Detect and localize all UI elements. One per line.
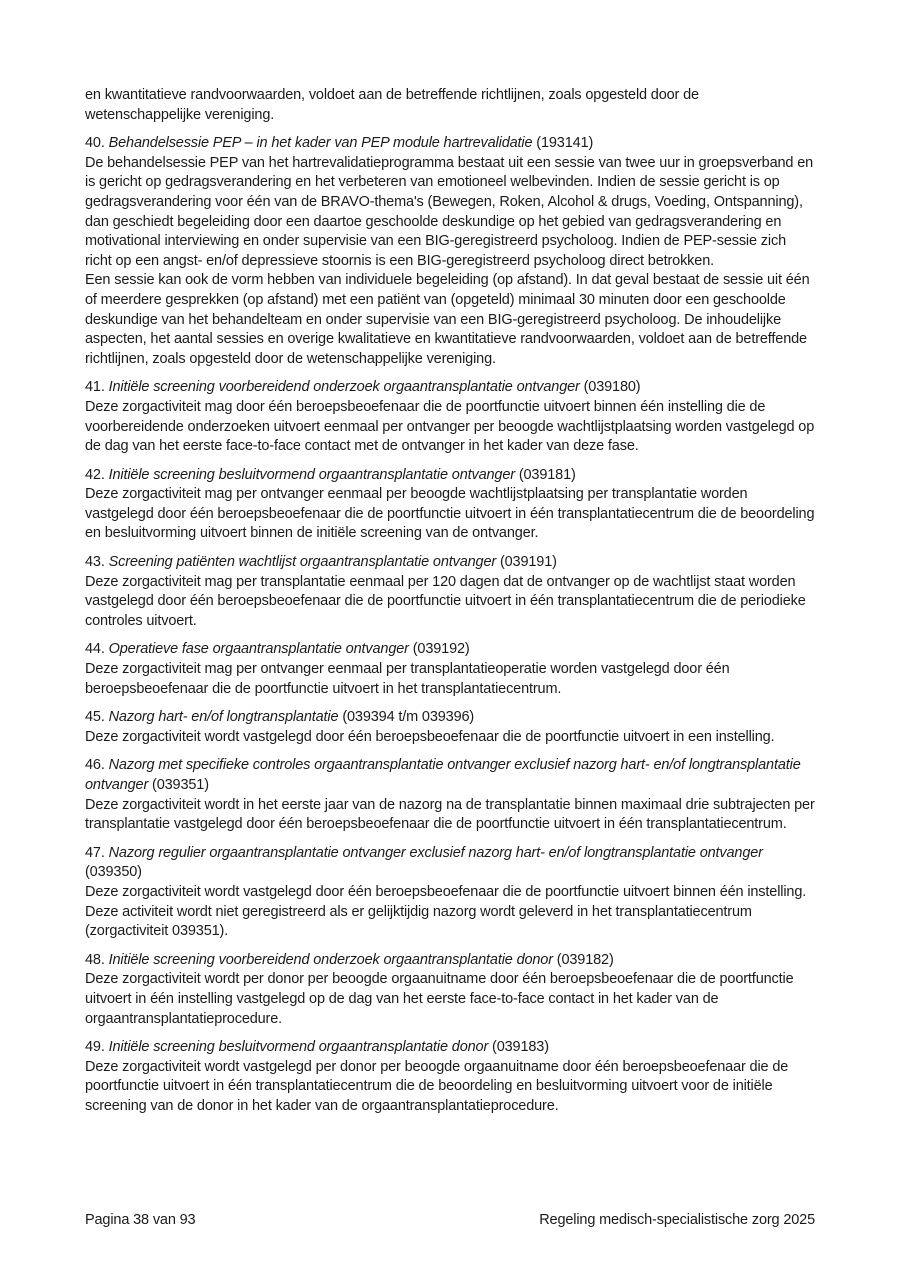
item-title: Nazorg met specifieke controles orgaantransplantatie ontvanger exclusief nazorg hart- en/of longtransplantatie ontvanger bbox=[85, 757, 801, 793]
section-item-45 bbox=[85, 708, 815, 747]
page-footer bbox=[85, 1211, 815, 1231]
page-number: Pagina 38 van 93 bbox=[85, 1212, 196, 1228]
item-title: Initiële screening besluitvormend orgaantransplantatie ontvanger bbox=[108, 466, 515, 483]
intro-paragraph: en kwantitatieve randvoorwaarden, voldoet aan de betreffende richtlijnen, zoals opgesteld door de wetenschappelijke vereniging. bbox=[85, 87, 699, 123]
section-item-42 bbox=[85, 466, 815, 544]
item-title: Initiële screening voorbereidend onderzoek orgaantransplantatie ontvanger bbox=[108, 379, 580, 396]
item-number: 45. bbox=[85, 709, 105, 726]
item-heading bbox=[85, 553, 815, 573]
document-title: Regeling medisch-specialistische zorg 2025 bbox=[539, 1212, 815, 1228]
item-code: (039183) bbox=[492, 1039, 549, 1056]
item-number: 47. bbox=[85, 844, 105, 861]
item-number: 46. bbox=[85, 757, 105, 774]
item-body: Deze zorgactiviteit wordt vastgelegd per donor per beoogde orgaanuitname door één beroepsbeoefenaar die de poortfunctie uitvoert in één transplantatiecentrum die de beoordeling en besluitvorming uitvoert voor de initiële screening van de donor in het kader van de orgaantransplantatieprocedure. bbox=[85, 1058, 789, 1114]
item-number: 48. bbox=[85, 951, 105, 968]
item-body: De behandelsessie PEP van het hartrevalidatieprogramma bestaat uit een sessie van twee uur in groepsverband en is gericht op gedragsverandering en het verbeteren van emotioneel welbevinden. Indien de sessie gericht is op gedragsverandering voor één van de BRAVO-thema's (Bewegen, Roken, Alcohol & drugs, Voeding, Ontspanning), dan geschiedt begeleiding door een daartoe geschoolde deskundige op het gebied van gedragsverandering en motivational interviewing en onder supervisie van een BIG-geregistreerd psycholoog. Indien de PEP-sessie zich richt op een angst- en/of depressieve stoornis is een BIG-geregistreerd psycholoog direct betrokken. bbox=[85, 154, 814, 269]
item-number: 43. bbox=[85, 554, 105, 571]
item-code: (039350) bbox=[85, 864, 142, 881]
item-title: Initiële screening voorbereidend onderzoek orgaantransplantatie donor bbox=[108, 951, 553, 968]
item-body: Deze zorgactiviteit mag per ontvanger eenmaal per transplantatieoperatie worden vastgelegd door één beroepsbeoefenaar die de poortfunctie uitvoert in het transplantatiecentrum. bbox=[85, 661, 730, 697]
item-heading bbox=[85, 640, 815, 660]
section-item-40 bbox=[85, 134, 815, 369]
item-body: Deze zorgactiviteit mag per ontvanger eenmaal per beoogde wachtlijstplaatsing per transplantatie worden vastgelegd door één beroepsbeoefenaar die de poortfunctie uitvoert in één transplantatiecentrum die de beoordeling en besluitvorming uitvoert binnen de initiële screening van de ontvanger. bbox=[85, 486, 815, 542]
item-number: 44. bbox=[85, 641, 105, 658]
item-body: Deze zorgactiviteit wordt per donor per beoogde orgaanuitname door één beroepsbeoefenaar die de poortfunctie uitvoert in één instelling vastgelegd op de dag van het eerste face-to-face contact in het kader van de orgaantransplantatieprocedure. bbox=[85, 971, 794, 1027]
section-item-46 bbox=[85, 756, 815, 834]
item-title: Initiële screening besluitvormend orgaantransplantatie donor bbox=[108, 1039, 489, 1056]
item-body: Deze zorgactiviteit wordt vastgelegd door één beroepsbeoefenaar die de poortfunctie uitvoert binnen één instelling. Deze activiteit wordt niet geregistreerd als er gelijktijdig nazorg wordt geleverd in het transplantatiecentrum (zorgactiviteit 039351). bbox=[85, 883, 807, 940]
item-code: (039394 t/m 039396) bbox=[342, 709, 475, 726]
section-item-48 bbox=[85, 951, 815, 1029]
item-title: Operatieve fase orgaantransplantatie ontvanger bbox=[108, 641, 409, 658]
section-item-49 bbox=[85, 1038, 815, 1116]
item-code: (039180) bbox=[583, 379, 641, 396]
item-code: (039191) bbox=[499, 554, 557, 571]
item-heading bbox=[85, 708, 815, 728]
item-code: (193141) bbox=[536, 135, 594, 152]
item-body: Deze zorgactiviteit wordt in het eerste jaar van de nazorg na de transplantatie binnen maximaal drie subtrajecten per transplantatie vastgelegd door één beroepsbeoefenaar die de poortfunctie uitvoert in één transplantatiecentrum. bbox=[85, 796, 815, 833]
item-heading bbox=[85, 378, 815, 398]
item-heading bbox=[85, 951, 815, 971]
item-heading bbox=[85, 466, 815, 486]
item-code: (039182) bbox=[556, 951, 614, 968]
item-code: (039181) bbox=[518, 466, 576, 483]
section-item-41 bbox=[85, 378, 815, 456]
item-heading bbox=[85, 134, 815, 154]
item-body: Deze zorgactiviteit mag per transplantatie eenmaal per 120 dagen dat de ontvanger op de wachtlijst staat worden vastgelegd door één beroepsbeoefenaar die de poortfunctie uitvoert in één transplantatiecentrum die de periodieke controles uitvoert. bbox=[85, 573, 806, 629]
item-body: Deze zorgactiviteit wordt vastgelegd door één beroepsbeoefenaar die de poortfunctie uitvoert in een instelling. bbox=[85, 728, 775, 745]
item-heading bbox=[85, 844, 815, 883]
item-heading bbox=[85, 756, 815, 795]
item-body: Een sessie kan ook de vorm hebben van individuele begeleiding (op afstand). In dat geval bestaat de sessie uit één of meerdere gesprekken (op afstand) met een patiënt van (opgeteld) minimaal 30 minuten door een geschoolde deskundige van het behandelteam en onder supervisie van een BIG-geregistreerd psycholoog. De inhoudelijke aspecten, het aantal sessies en overige kwalitatieve en kwantitatieve randvoorwaarden, voldoet aan de betreffende richtlijnen, zoals opgesteld door de wetenschappelijke vereniging. bbox=[85, 272, 810, 367]
section-item-47 bbox=[85, 844, 815, 942]
item-title: Behandelsessie PEP – in het kader van PEP module hartrevalidatie bbox=[108, 135, 533, 152]
item-title: Nazorg hart- en/of longtransplantatie bbox=[108, 709, 339, 726]
item-heading bbox=[85, 1038, 815, 1058]
section-item-43 bbox=[85, 553, 815, 631]
item-number: 49. bbox=[85, 1039, 105, 1056]
item-code: (039351) bbox=[152, 777, 209, 793]
item-number: 40. bbox=[85, 135, 105, 152]
item-number: 42. bbox=[85, 466, 105, 483]
item-title: Screening patiënten wachtlijst orgaantransplantatie ontvanger bbox=[108, 554, 497, 571]
item-title: Nazorg regulier orgaantransplantatie ontvanger exclusief nazorg hart- en/of longtransplantatie ontvanger bbox=[108, 844, 763, 861]
item-body: Deze zorgactiviteit mag door één beroepsbeoefenaar die de poortfunctie uitvoert binnen één instelling die de voorbereidende onderzoeken uitvoert eenmaal per ontvanger per beoogde wachtlijstplaatsing worden vastgelegd op de dag van het eerste face-to-face contact met de ontvanger in het kader van deze fase. bbox=[85, 398, 815, 455]
item-code: (039192) bbox=[412, 641, 470, 658]
item-number: 41. bbox=[85, 379, 105, 396]
section-item-44 bbox=[85, 640, 815, 699]
